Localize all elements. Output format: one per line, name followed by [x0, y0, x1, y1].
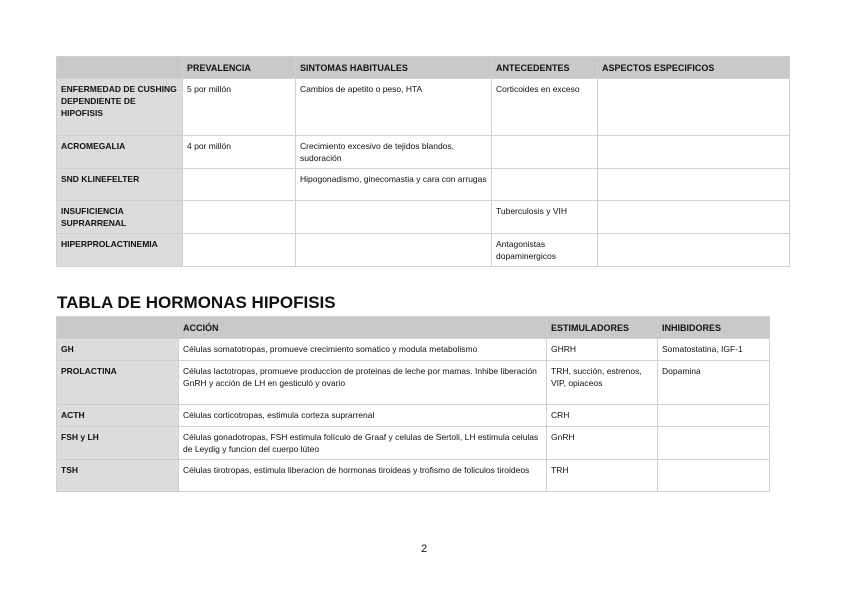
table-row: [57, 234, 790, 267]
table-cell: Células corticotropas, estimula corteza suprarrenal: [179, 405, 547, 427]
table-cell: [183, 169, 296, 201]
table-cell: Células gonadotropas, FSH estimula folículo de Graaf y celulas de Sertoli, LH estimula celulas de Leydig y funcion del cuerpo lúteo: [179, 427, 547, 460]
header-cell: [57, 57, 183, 79]
table-row: [57, 339, 770, 361]
table-cell: Corticoides en exceso: [492, 79, 598, 136]
header-cell: [57, 317, 179, 339]
table-row: [57, 361, 770, 405]
header-cell: ASPECTOS ESPECIFICOS: [598, 57, 790, 79]
row-label: ACTH: [57, 405, 179, 427]
table-cell: [658, 405, 770, 427]
table-cell: [598, 234, 790, 267]
table-cell: [658, 427, 770, 460]
table-row: [57, 460, 770, 492]
table-cell: Cambios de apetito o peso, HTA: [296, 79, 492, 136]
table-header-row: [57, 57, 790, 79]
table-row: [57, 405, 770, 427]
section-title: TABLA DE HORMONAS HIPOFISIS: [57, 293, 336, 312]
header-cell: SINTOMAS HABITUALES: [296, 57, 492, 79]
table-cell: [658, 460, 770, 492]
table-cell: CRH: [547, 405, 658, 427]
row-label: PROLACTINA: [57, 361, 179, 405]
table-cell: TRH: [547, 460, 658, 492]
table-cell: Somatostatina, IGF-1: [658, 339, 770, 361]
header-cell: PREVALENCIA: [183, 57, 296, 79]
table-cell: GHRH: [547, 339, 658, 361]
table-cell: [598, 201, 790, 234]
header-cell: INHIBIDORES: [658, 317, 770, 339]
table-cell: [598, 79, 790, 136]
header-cell: ESTIMULADORES: [547, 317, 658, 339]
table-header-row: [57, 317, 770, 339]
table-cell: Dopamina: [658, 361, 770, 405]
row-label: FSH y LH: [57, 427, 179, 460]
table-row: [57, 201, 790, 234]
table-row: [57, 136, 790, 169]
table-cell: [598, 136, 790, 169]
row-label: SND KLINEFELTER: [57, 169, 183, 201]
row-label: ACROMEGALIA: [57, 136, 183, 169]
header-cell: ACCIÓN: [179, 317, 547, 339]
table-cell: 4 por millón: [183, 136, 296, 169]
header-cell: ANTECEDENTES: [492, 57, 598, 79]
row-label: GH: [57, 339, 179, 361]
row-label: INSUFICIENCIA SUPRARRENAL: [57, 201, 183, 234]
table-cell: [296, 201, 492, 234]
row-label: HIPERPROLACTINEMIA: [57, 234, 183, 267]
pituitary-hormones-table: [56, 316, 770, 492]
table-cell: Células tirotropas, estimula liberacion de hormonas tiroideas y trofismo de foliculos tiroideos: [179, 460, 547, 492]
table-cell: Células somatotropas, promueve crecimiento somatico y modula metabolismo: [179, 339, 547, 361]
page-number: 2: [420, 543, 428, 555]
table-row: [57, 427, 770, 460]
table-cell: Tuberculosis y VIH: [492, 201, 598, 234]
table-cell: GnRH: [547, 427, 658, 460]
table-cell: [492, 169, 598, 201]
table-cell: [183, 201, 296, 234]
table-cell: TRH, succión, estrenos, VIP, opiaceos: [547, 361, 658, 405]
table-cell: Antagonistas dopaminergicos: [492, 234, 598, 267]
table-cell: [492, 136, 598, 169]
table-cell: [296, 234, 492, 267]
table-row: [57, 79, 790, 136]
table-cell: [598, 169, 790, 201]
table-cell: Crecimiento excesivo de tejidos blandos, sudoración: [296, 136, 492, 169]
row-label: ENFERMEDAD DE CUSHING DEPENDIENTE DE HIPOFISIS: [57, 79, 183, 136]
table-cell: Hipogonadismo, ginecomastia y cara con arrugas: [296, 169, 492, 201]
table-cell: [183, 234, 296, 267]
pituitary-conditions-table: [56, 56, 790, 267]
row-label: TSH: [57, 460, 179, 492]
table-cell: Células lactotropas, promueve produccion de proteinas de leche por mamas. Inhibe liberación GnRH y acción de LH en gesticuló y ovario: [179, 361, 547, 405]
table-row: [57, 169, 790, 201]
table-cell: 5 por millón: [183, 79, 296, 136]
